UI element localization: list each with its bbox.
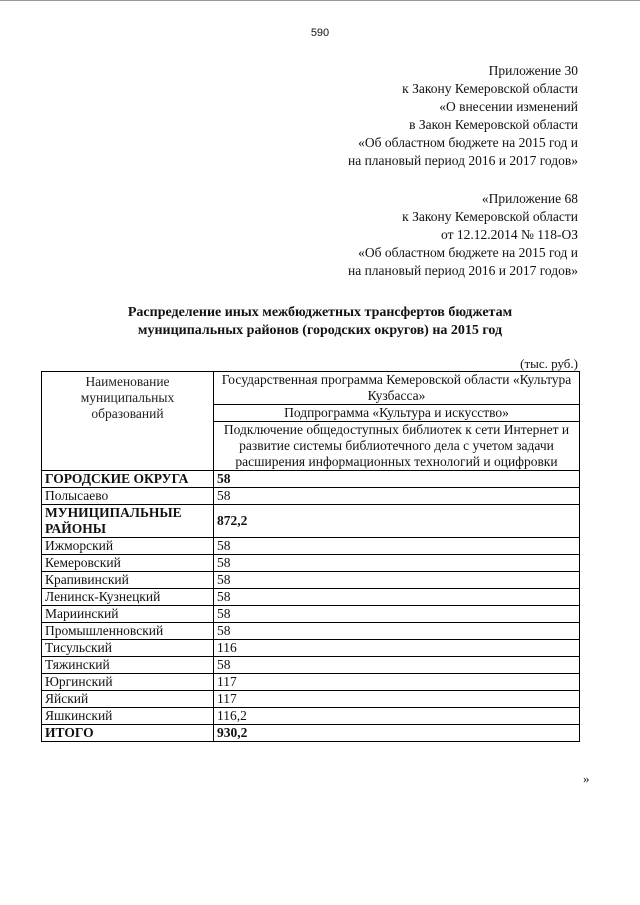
amount-cell: 872,2 (214, 505, 580, 538)
table-row (42, 640, 580, 657)
amount-cell: 58 (214, 488, 580, 505)
amount-cell: 930,2 (214, 725, 580, 742)
appendix-line: к Закону Кемеровской области (402, 209, 578, 224)
municipality-name-cell: Промышленновский (42, 623, 214, 640)
table-row (42, 538, 580, 555)
table-row (42, 589, 580, 606)
header-program: Государственная программа Кемеровской области «Культура Кузбасса» (214, 372, 580, 405)
municipality-name-cell: Ленинск-Кузнецкий (42, 589, 214, 606)
municipality-name-cell: Мариинский (42, 606, 214, 623)
amount-cell: 58 (214, 572, 580, 589)
amount-cell: 58 (214, 538, 580, 555)
amount-cell: 117 (214, 674, 580, 691)
municipality-name-cell: Тисульский (42, 640, 214, 657)
table-row (42, 572, 580, 589)
amount-cell: 58 (214, 589, 580, 606)
municipality-name-cell: Ижморский (42, 538, 214, 555)
amount-cell: 58 (214, 555, 580, 572)
top-border-line (0, 0, 640, 1)
municipality-name-cell: Тяжинский (42, 657, 214, 674)
header-measure: Подключение общедоступных библиотек к сети Интернет и развитие системы библиотечного дела с учетом задачи расширения информационных технологий и оцифровки (214, 422, 580, 471)
title-line: Распределение иных межбюджетных трансфертов бюджетам (127, 305, 513, 320)
table-row (42, 555, 580, 572)
table-row (42, 691, 580, 708)
appendix-line: «Приложение 68 (481, 191, 578, 206)
amount-cell: 58 (214, 471, 580, 488)
appendix-line: в Закон Кемеровской области (409, 117, 578, 132)
municipality-name-cell: ГОРОДСКИЕ ОКРУГА (42, 471, 214, 488)
units-label: (тыс. руб.) (520, 356, 578, 371)
municipality-name-cell: Яшкинский (42, 708, 214, 725)
appendix-line: на плановый период 2016 и 2017 годов» (347, 153, 578, 168)
amount-cell: 58 (214, 623, 580, 640)
document-title (40, 304, 600, 340)
appendix-68-heading (348, 190, 578, 280)
municipality-name-cell: Полысаево (42, 488, 214, 505)
appendix-line: на плановый период 2016 и 2017 годов» (347, 263, 578, 278)
page-number: 590 (310, 27, 330, 39)
header-row (42, 372, 580, 405)
title-line: муниципальных районов (городских округов) на 2015 год (137, 323, 503, 338)
municipality-name-cell: Крапивинский (42, 572, 214, 589)
municipality-name-cell: Кемеровский (42, 555, 214, 572)
amount-cell: 117 (214, 691, 580, 708)
table-row (42, 488, 580, 505)
amount-cell: 58 (214, 606, 580, 623)
appendix-line: Приложение 30 (488, 63, 578, 78)
table-row (42, 708, 580, 725)
appendix-line: к Закону Кемеровской области (402, 81, 578, 96)
appendix-line: «О внесении изменений (439, 99, 578, 114)
table-row (42, 623, 580, 640)
appendix-line: «Об областном бюджете на 2015 год и (358, 135, 578, 150)
appendix-30-heading (348, 62, 578, 170)
municipality-name-cell: Юргинский (42, 674, 214, 691)
appendix-line: «Об областном бюджете на 2015 год и (358, 245, 578, 260)
header-municipality: Наименование муниципальных образований (42, 372, 214, 471)
table-row (42, 471, 580, 488)
municipality-name-cell: ИТОГО (42, 725, 214, 742)
table-row (42, 674, 580, 691)
amount-cell: 116,2 (214, 708, 580, 725)
amount-cell: 116 (214, 640, 580, 657)
table-row (42, 606, 580, 623)
table-row (42, 505, 580, 538)
table-row (42, 657, 580, 674)
amount-cell: 58 (214, 657, 580, 674)
municipality-name-cell: Яйский (42, 691, 214, 708)
appendix-line: от 12.12.2014 № 118-ОЗ (441, 227, 578, 242)
table-row (42, 725, 580, 742)
header-subprogram: Подпрограмма «Культура и искусство» (214, 405, 580, 422)
closing-quote: » (583, 771, 590, 786)
municipality-name-cell: МУНИЦИПАЛЬНЫЕ РАЙОНЫ (42, 505, 214, 538)
transfers-table (41, 371, 580, 742)
